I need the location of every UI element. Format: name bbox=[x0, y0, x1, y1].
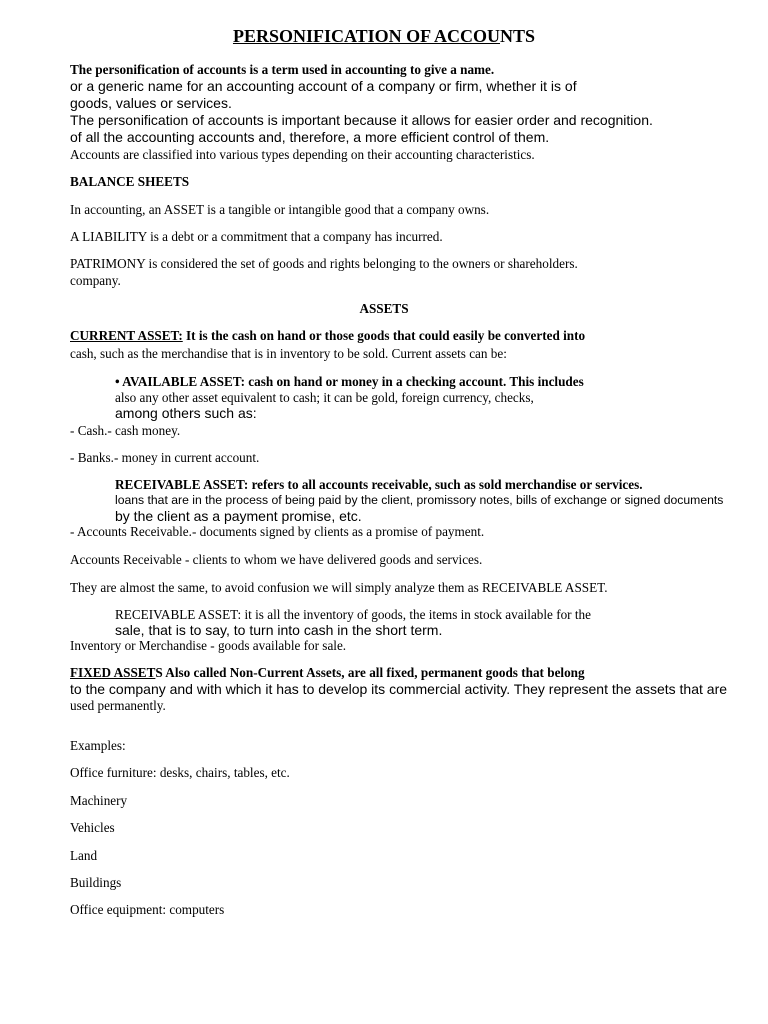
receivable-inventory-line2: sale, that is to say, to turn into cash in the short term. bbox=[115, 622, 443, 638]
list-item: Office furniture: desks, chairs, tables, etc. bbox=[70, 765, 290, 780]
asset-definition: In accounting, an ASSET is a tangible or intangible good that a company owns. bbox=[70, 202, 490, 217]
intro-classified: Accounts are classified into various types depending on their accounting characteristics. bbox=[70, 147, 535, 162]
intro-importance-line2: of all the accounting accounts and, therefore, a more efficient control of them. bbox=[70, 129, 550, 145]
fixed-assets-label-rest: S bbox=[155, 665, 163, 680]
intro-importance-line1: The personification of accounts is important because it allows for easier order and recognition. bbox=[70, 112, 653, 128]
patrimony-line1: PATRIMONY is considered the set of goods and rights belonging to the owners or shareholders. bbox=[70, 256, 578, 271]
almost-same-note: They are almost the same, to avoid confusion we will simply analyze them as RECEIVABLE ASSET. bbox=[70, 580, 608, 595]
receivable-inventory-line1: RECEIVABLE ASSET: it is all the inventory of goods, the items in stock available for the bbox=[115, 607, 591, 622]
fixed-assets-line3: used permanently. bbox=[70, 698, 166, 713]
intro-generic-line2: goods, values or services. bbox=[70, 95, 232, 111]
available-asset-line2: also any other asset equivalent to cash; it can be gold, foreign currency, checks, bbox=[115, 390, 534, 405]
current-asset-label: CURRENT ASSET: bbox=[70, 328, 183, 343]
intro-generic-line1: or a generic name for an accounting account of a company or firm, whether it is of bbox=[70, 78, 577, 94]
accounts-receivable-clients: Accounts Receivable - clients to whom we have delivered goods and services. bbox=[70, 552, 483, 567]
fixed-assets-label: FIXED ASSET bbox=[70, 665, 156, 680]
cash-item: - Cash.- cash money. bbox=[70, 423, 181, 438]
receivable-asset-line3: by the client as a payment promise, etc. bbox=[115, 508, 362, 524]
list-item: Vehicles bbox=[70, 820, 115, 835]
page-title-rest: NTS bbox=[500, 26, 536, 46]
fixed-assets-line2: to the company and with which it has to develop its commercial activity. They represent the assets that are bbox=[70, 681, 728, 697]
available-asset-line3: among others such as: bbox=[115, 405, 257, 421]
receivable-asset-line1: RECEIVABLE ASSET: refers to all accounts receivable, such as sold merchandise or services. bbox=[115, 477, 643, 492]
current-asset-line2: cash, such as the merchandise that is in inventory to be sold. Current assets can be: bbox=[70, 346, 507, 361]
banks-item: - Banks.- money in current account. bbox=[70, 450, 260, 465]
page-title bbox=[0, 26, 768, 48]
fixed-assets-line1 bbox=[70, 665, 585, 680]
balance-sheets-heading: BALANCE SHEETS bbox=[70, 174, 190, 189]
intro-definition: The personification of accounts is a term used in accounting to give a name. bbox=[70, 62, 495, 77]
page-title-underlined: PERSONIFICATION OF ACCOU bbox=[232, 26, 500, 46]
inventory-item: Inventory or Merchandise - goods available for sale. bbox=[70, 638, 347, 653]
list-item: Office equipment: computers bbox=[70, 902, 225, 917]
assets-heading: ASSETS bbox=[359, 301, 409, 316]
examples-heading: Examples: bbox=[70, 738, 126, 753]
list-item: Land bbox=[70, 848, 98, 863]
current-asset-text: It is the cash on hand or those goods that could easily be converted into bbox=[182, 328, 586, 343]
patrimony-line2: company. bbox=[70, 273, 121, 288]
liability-definition: A LIABILITY is a debt or a commitment that a company has incurred. bbox=[70, 229, 443, 244]
fixed-assets-text: Also called Non-Current Assets, are all fixed, permanent goods that belong bbox=[162, 665, 585, 680]
accounts-receivable-documents: - Accounts Receivable.- documents signed by clients as a promise of payment. bbox=[70, 524, 485, 539]
available-asset-line1: • AVAILABLE ASSET: cash on hand or money in a checking account. This includes bbox=[115, 374, 584, 389]
list-item: Buildings bbox=[70, 875, 122, 890]
list-item: Machinery bbox=[70, 793, 128, 808]
receivable-asset-line2: loans that are in the process of being paid by the client, promissory notes, bills of exchange or signed documents bbox=[115, 493, 724, 507]
current-asset-line1 bbox=[70, 328, 585, 343]
